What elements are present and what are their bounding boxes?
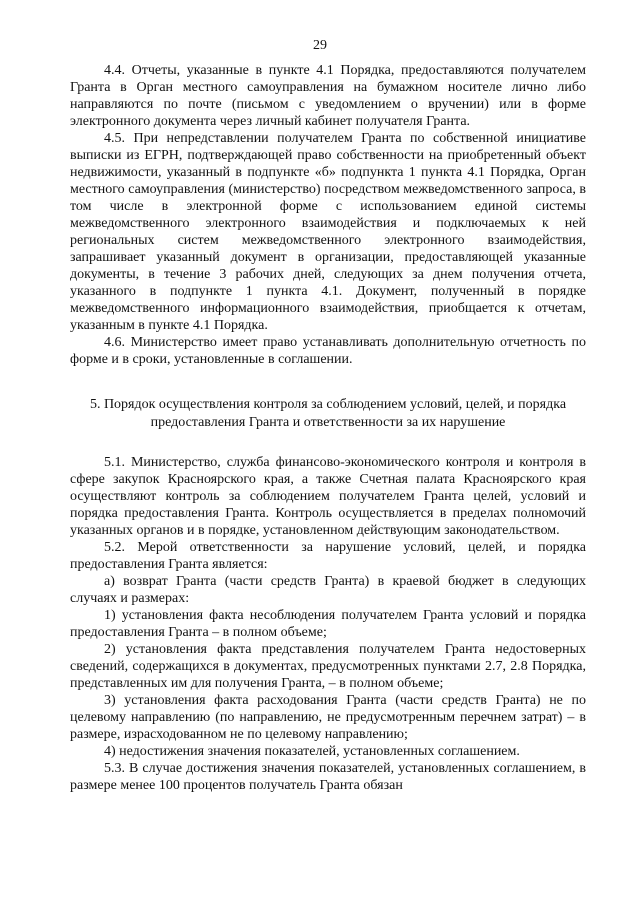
paragraph-4-4: 4.4. Отчеты, указанные в пункте 4.1 Порядка, предоставляются получателем Гранта в Орган местного самоуправления на бумажном носителе лично либо направляются по почте (письмом с уведомлением о вручении) или в форме электронного документа через личный кабинет получателя Гранта. (70, 63, 586, 129)
paragraph-5-3: 5.3. В случае достижения значения показателей, установленных соглашением, в размере менее 100 процентов получатель Гранта обязан (70, 761, 586, 793)
paragraph-5-2-a: а) возврат Гранта (части средств Гранта) в краевой бюджет в следующих случаях и размерах: (70, 574, 586, 606)
paragraph-5-2-a-1: 1) установления факта несоблюдения получателем Гранта условий и порядка предоставления Гранта – в полном объеме; (70, 608, 586, 640)
section-5-heading-line-2: предоставления Гранта и ответственности за их нарушение (150, 415, 506, 430)
paragraph-5-2-a-2: 2) установления факта представления получателем Гранта недостоверных сведений, содержащихся в документах, предусмотренных пунктами 2.7, 2.8 Порядка, представленных им для получения Гранта, – в полном объеме; (70, 642, 586, 691)
paragraph-5-1: 5.1. Министерство, служба финансово-экономического контроля и контроля в сфере закупок Красноярского края, а также Счетная палата Красноярского края осуществляют контроль за соблюдением получателем Гранта целей, условий и порядка предоставления Гранта. Контроль осуществляется в пределах полномочий указанных органов и в порядке, установленном действующим законодательством. (70, 455, 586, 538)
paragraph-4-5: 4.5. При непредставлении получателем Гранта по собственной инициативе выписки из ЕГРН, подтверждающей право собственности на приобретенный объект недвижимости, указанный в подпункте «б» подпункта 1 пункта 4.1 Порядка, Орган местного самоуправления (министерство) посредством межведомственного запроса, в том числе в электронной форме с использованием единой системы межведомственного электронного взаимодействия и подключаемых к ней региональных систем межведомственного электронного взаимодействия, запрашивает указанный документ в организации, предоставляющей указанные документы, в течение 3 рабочих дней, следующих за днем получения отчета, указанного в подпункте 1 пункта 4.1. Документ, полученный в порядке межведомственного информационного взаимодействия, приобщается к отчетам, указанным в пункте 4.1 Порядка. (70, 131, 586, 333)
section-5-heading (70, 396, 586, 432)
paragraph-4-6: 4.6. Министерство имеет право устанавливать дополнительную отчетность по форме и в сроки, установленные в соглашении. (70, 335, 586, 367)
document-body (70, 62, 586, 794)
paragraph-5-2: 5.2. Мерой ответственности за нарушение условий, целей, и порядка предоставления Гранта является: (70, 540, 586, 572)
paragraph-5-2-a-3: 3) установления факта расходования Гранта (части средств Гранта) не по целевому направлению (по направлению, не предусмотренным перечнем затрат) – в размере, израсходованном не по целевому направлению; (70, 693, 586, 742)
paragraph-5-2-a-4: 4) недостижения значения показателей, установленных соглашением. (104, 744, 520, 759)
page-number: 29 (313, 38, 327, 53)
section-5-heading-line-1: 5. Порядок осуществления контроля за соблюдением условий, целей, и порядка (89, 397, 567, 412)
